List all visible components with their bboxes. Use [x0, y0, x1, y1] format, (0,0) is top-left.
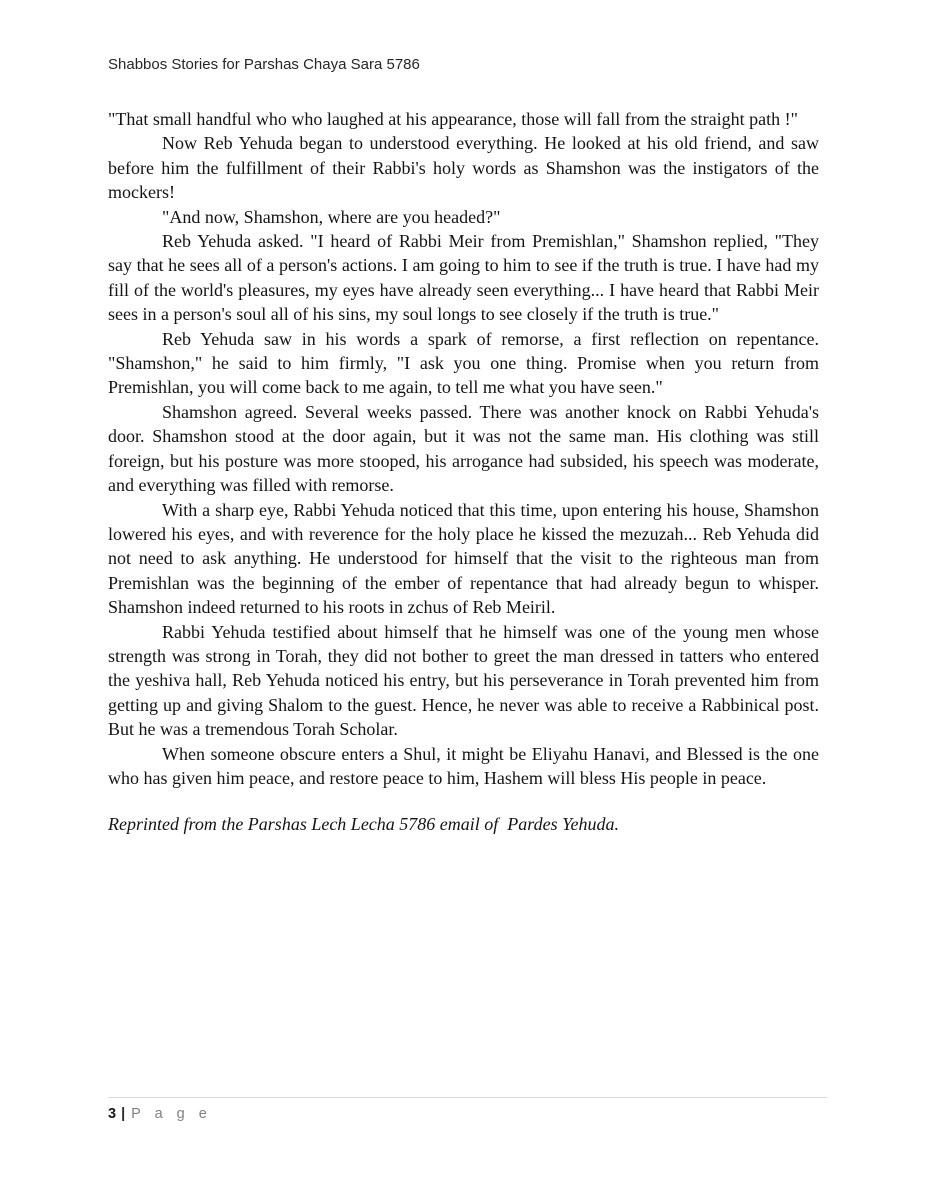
paragraph: Now Reb Yehuda began to understood everything. He looked at his old friend, and saw before him the fulfillment of their Rabbi's holy words as Shamshon was the instigators of the mockers!: [108, 133, 819, 203]
page-number: 3: [108, 1106, 117, 1122]
paragraph: With a sharp eye, Rabbi Yehuda noticed that this time, upon entering his house, Shamshon lowered his eyes, and with reverence for the holy place he kissed the mezuzah... Reb Yehuda did not need to ask anything. He understood for himself that the visit to the righteous man from Premishlan was the beginning of the ember of repentance that had already begun to whisper. Shamshon indeed returned to his roots in zchus of Reb Meiril.: [108, 499, 819, 618]
paragraph: "And now, Shamshon, where are you headed?": [162, 206, 501, 227]
footer-page-label: P a g e: [131, 1106, 212, 1122]
page-footer: [108, 1105, 212, 1124]
paragraph: When someone obscure enters a Shul, it might be Eliyahu Hanavi, and Blessed is the one who has given him peace, and restore peace to him, Hashem will bless His people in peace.: [108, 743, 819, 788]
paragraph: Reb Yehuda asked. "I heard of Rabbi Meir from Premishlan," Shamshon replied, "They say that he sees all of a person's actions. I am going to him to see if the truth is true. I have had my fill of the world's pleasures, my eyes have already seen everything... I have heard that Rabbi Meir sees in a person's soul all of his sins, my soul longs to see closely if the truth is true.": [108, 231, 819, 325]
reprint-attribution: Reprinted from the Parshas Lech Lecha 5786 email of Pardes Yehuda.: [108, 814, 619, 835]
page-header-title: Shabbos Stories for Parshas Chaya Sara 5786: [108, 56, 420, 73]
document-body: [108, 107, 819, 837]
paragraph: Shamshon agreed. Several weeks passed. There was another knock on Rabbi Yehuda's door. Shamshon stood at the door again, but it was not the same man. His clothing was still foreign, but his posture was more stooped, his arrogance had subsided, his speech was moderate, and everything was filled with remorse.: [108, 401, 819, 496]
footer-divider: [108, 1097, 827, 1098]
paragraph: Reb Yehuda saw in his words a spark of remorse, a first reflection on repentance. "Shamshon," he said to him firmly, "I ask you one thing. Promise when you return from Premishlan, you will come back to me again, to tell me what you have seen.": [108, 328, 819, 398]
paragraph: Rabbi Yehuda testified about himself that he himself was one of the young men whose strength was strong in Torah, they did not bother to greet the man dressed in tatters who entered the yeshiva hall, Reb Yehuda noticed his entry, but his perseverance in Torah prevented him from getting up and giving Shalom to the guest. Hence, he never was able to receive a Rabbinical post. But he was a tremendous Torah Scholar.: [108, 621, 819, 740]
page-header: [108, 55, 819, 75]
paragraph: "That small handful who who laughed at his appearance, those will fall from the straight path !": [108, 109, 799, 129]
footer-separator: |: [121, 1106, 126, 1122]
